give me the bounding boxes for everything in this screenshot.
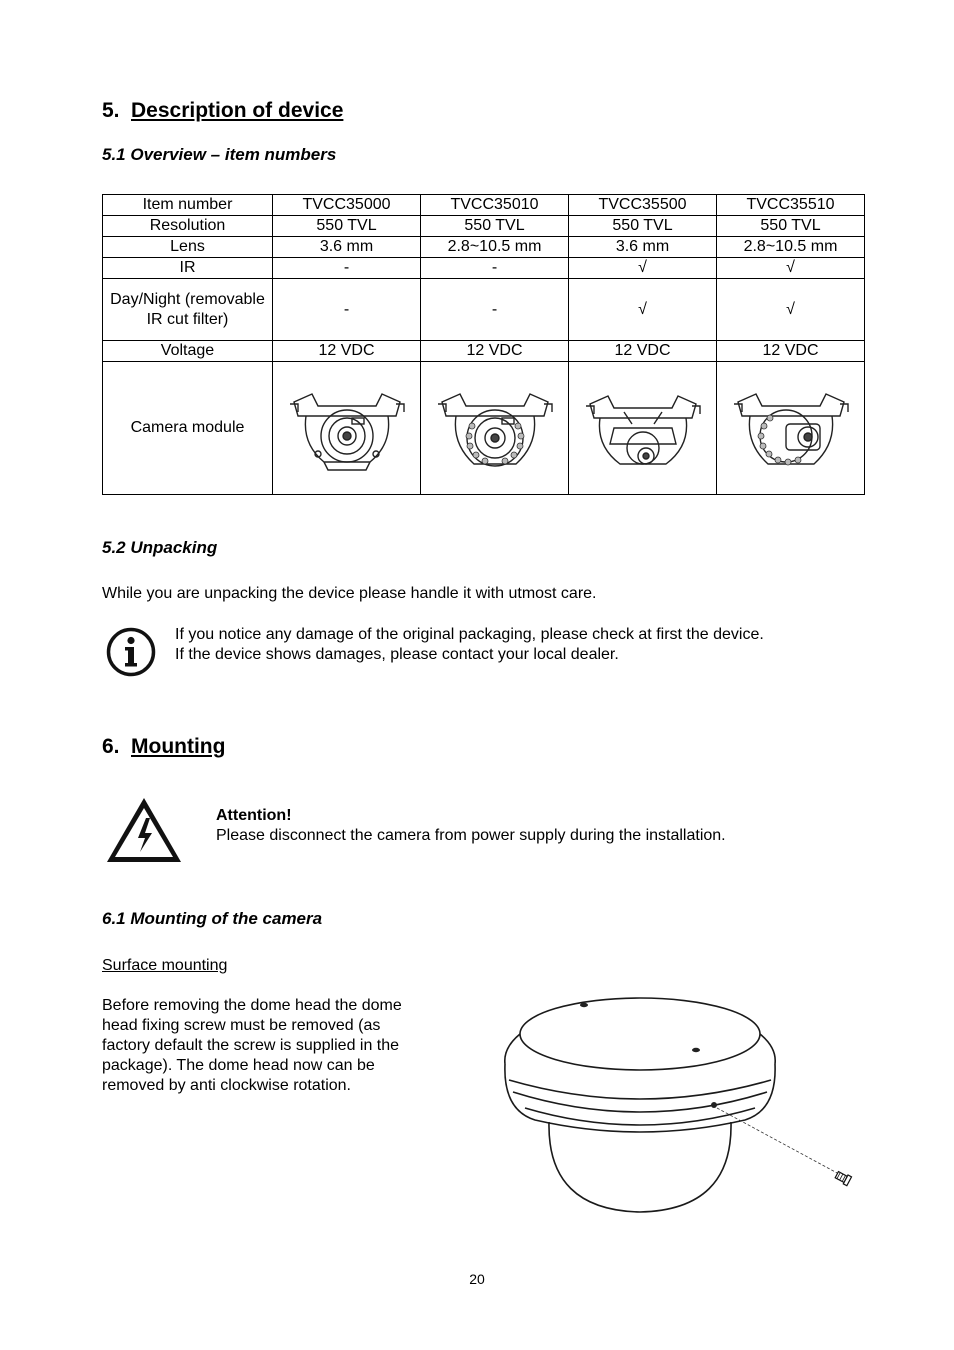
table-cell: √ [717, 279, 865, 341]
table-cell-model: TVCC35500 [569, 195, 717, 216]
body-line: Before removing the dome head the dome [102, 997, 402, 1014]
table-cell: 550 TVL [421, 216, 569, 237]
table-cell: 550 TVL [569, 216, 717, 237]
table-row-day-night [103, 279, 865, 341]
info-note-line-2: If the device shows damages, please contact your local dealer. [175, 646, 619, 663]
table-cell: 12 VDC [717, 341, 865, 362]
info-note-line-1: If you notice any damage of the original packaging, please check at first the device. [175, 626, 764, 643]
camera-module-fixed-lens-image [284, 382, 410, 474]
body-line: removed by anti clockwise rotation. [102, 1077, 351, 1094]
table-cell-model: TVCC35010 [421, 195, 569, 216]
camera-module-ir-varifocal-image [728, 382, 854, 474]
table-cell-model: TVCC35510 [717, 195, 865, 216]
table-row-item-number [103, 195, 865, 216]
section-5-1-heading: 5.1 Overview – item numbers [102, 145, 337, 164]
attention-text: Please disconnect the camera from power supply during the installation. [216, 827, 726, 844]
table-row-resolution [103, 216, 865, 237]
page-number: 20 [469, 1271, 485, 1287]
info-icon [106, 627, 156, 677]
table-cell: 12 VDC [421, 341, 569, 362]
section-6-title: Mounting [131, 735, 226, 758]
body-line: factory default the screw is supplied in the [102, 1037, 400, 1054]
body-line: head fixing screw must be removed (as [102, 1017, 381, 1034]
electric-hazard-warning-icon [105, 796, 183, 864]
surface-mounting-body [102, 996, 452, 1096]
attention-title: Attention! [216, 807, 292, 824]
table-cell: - [273, 279, 421, 341]
table-cell-model: TVCC35000 [273, 195, 421, 216]
table-cell: - [421, 258, 569, 279]
info-note [175, 625, 764, 665]
table-row-label: IR [103, 258, 273, 279]
section-6-heading [102, 735, 225, 759]
camera-module-image-2 [421, 362, 569, 495]
table-row-camera-module [103, 362, 865, 495]
table-cell: 3.6 mm [273, 237, 421, 258]
section-6-1-heading: 6.1 Mounting of the camera [102, 909, 323, 928]
table-cell: 12 VDC [569, 341, 717, 362]
unpacking-intro: While you are unpacking the device please handle it with utmost care. [102, 585, 597, 602]
table-row-lens [103, 237, 865, 258]
overview-table [102, 194, 865, 495]
table-row-label: Camera module [103, 362, 273, 495]
table-cell: 2.8~10.5 mm [421, 237, 569, 258]
table-cell: - [273, 258, 421, 279]
camera-module-image-4 [717, 362, 865, 495]
table-cell: 12 VDC [273, 341, 421, 362]
table-row-label: Lens [103, 237, 273, 258]
table-cell: 2.8~10.5 mm [717, 237, 865, 258]
section-5-title: Description of device [131, 99, 344, 122]
table-cell: √ [717, 258, 865, 279]
table-cell: 3.6 mm [569, 237, 717, 258]
table-row-label: Day/Night (removable IR cut filter) [103, 279, 273, 341]
table-row-label: Voltage [103, 341, 273, 362]
table-row-label: Resolution [103, 216, 273, 237]
camera-module-image-3 [569, 362, 717, 495]
camera-module-image-1 [273, 362, 421, 495]
body-line: package). The dome head now can be [102, 1057, 375, 1074]
dome-camera-illustration [495, 992, 860, 1217]
section-5-2-heading: 5.2 Unpacking [102, 538, 218, 557]
table-cell: 550 TVL [717, 216, 865, 237]
section-5-heading [102, 99, 343, 123]
section-5-number: 5. [102, 99, 120, 122]
table-cell: √ [569, 258, 717, 279]
section-6-number: 6. [102, 735, 120, 758]
table-cell: - [421, 279, 569, 341]
surface-mounting-subheading: Surface mounting [102, 957, 228, 974]
table-cell: √ [569, 279, 717, 341]
camera-module-varifocal-lens-image [432, 382, 558, 474]
table-row-voltage [103, 341, 865, 362]
camera-module-ir-image [580, 382, 706, 474]
table-cell: 550 TVL [273, 216, 421, 237]
table-row-ir [103, 258, 865, 279]
attention-note [216, 806, 726, 846]
table-row-label: Item number [103, 195, 273, 216]
